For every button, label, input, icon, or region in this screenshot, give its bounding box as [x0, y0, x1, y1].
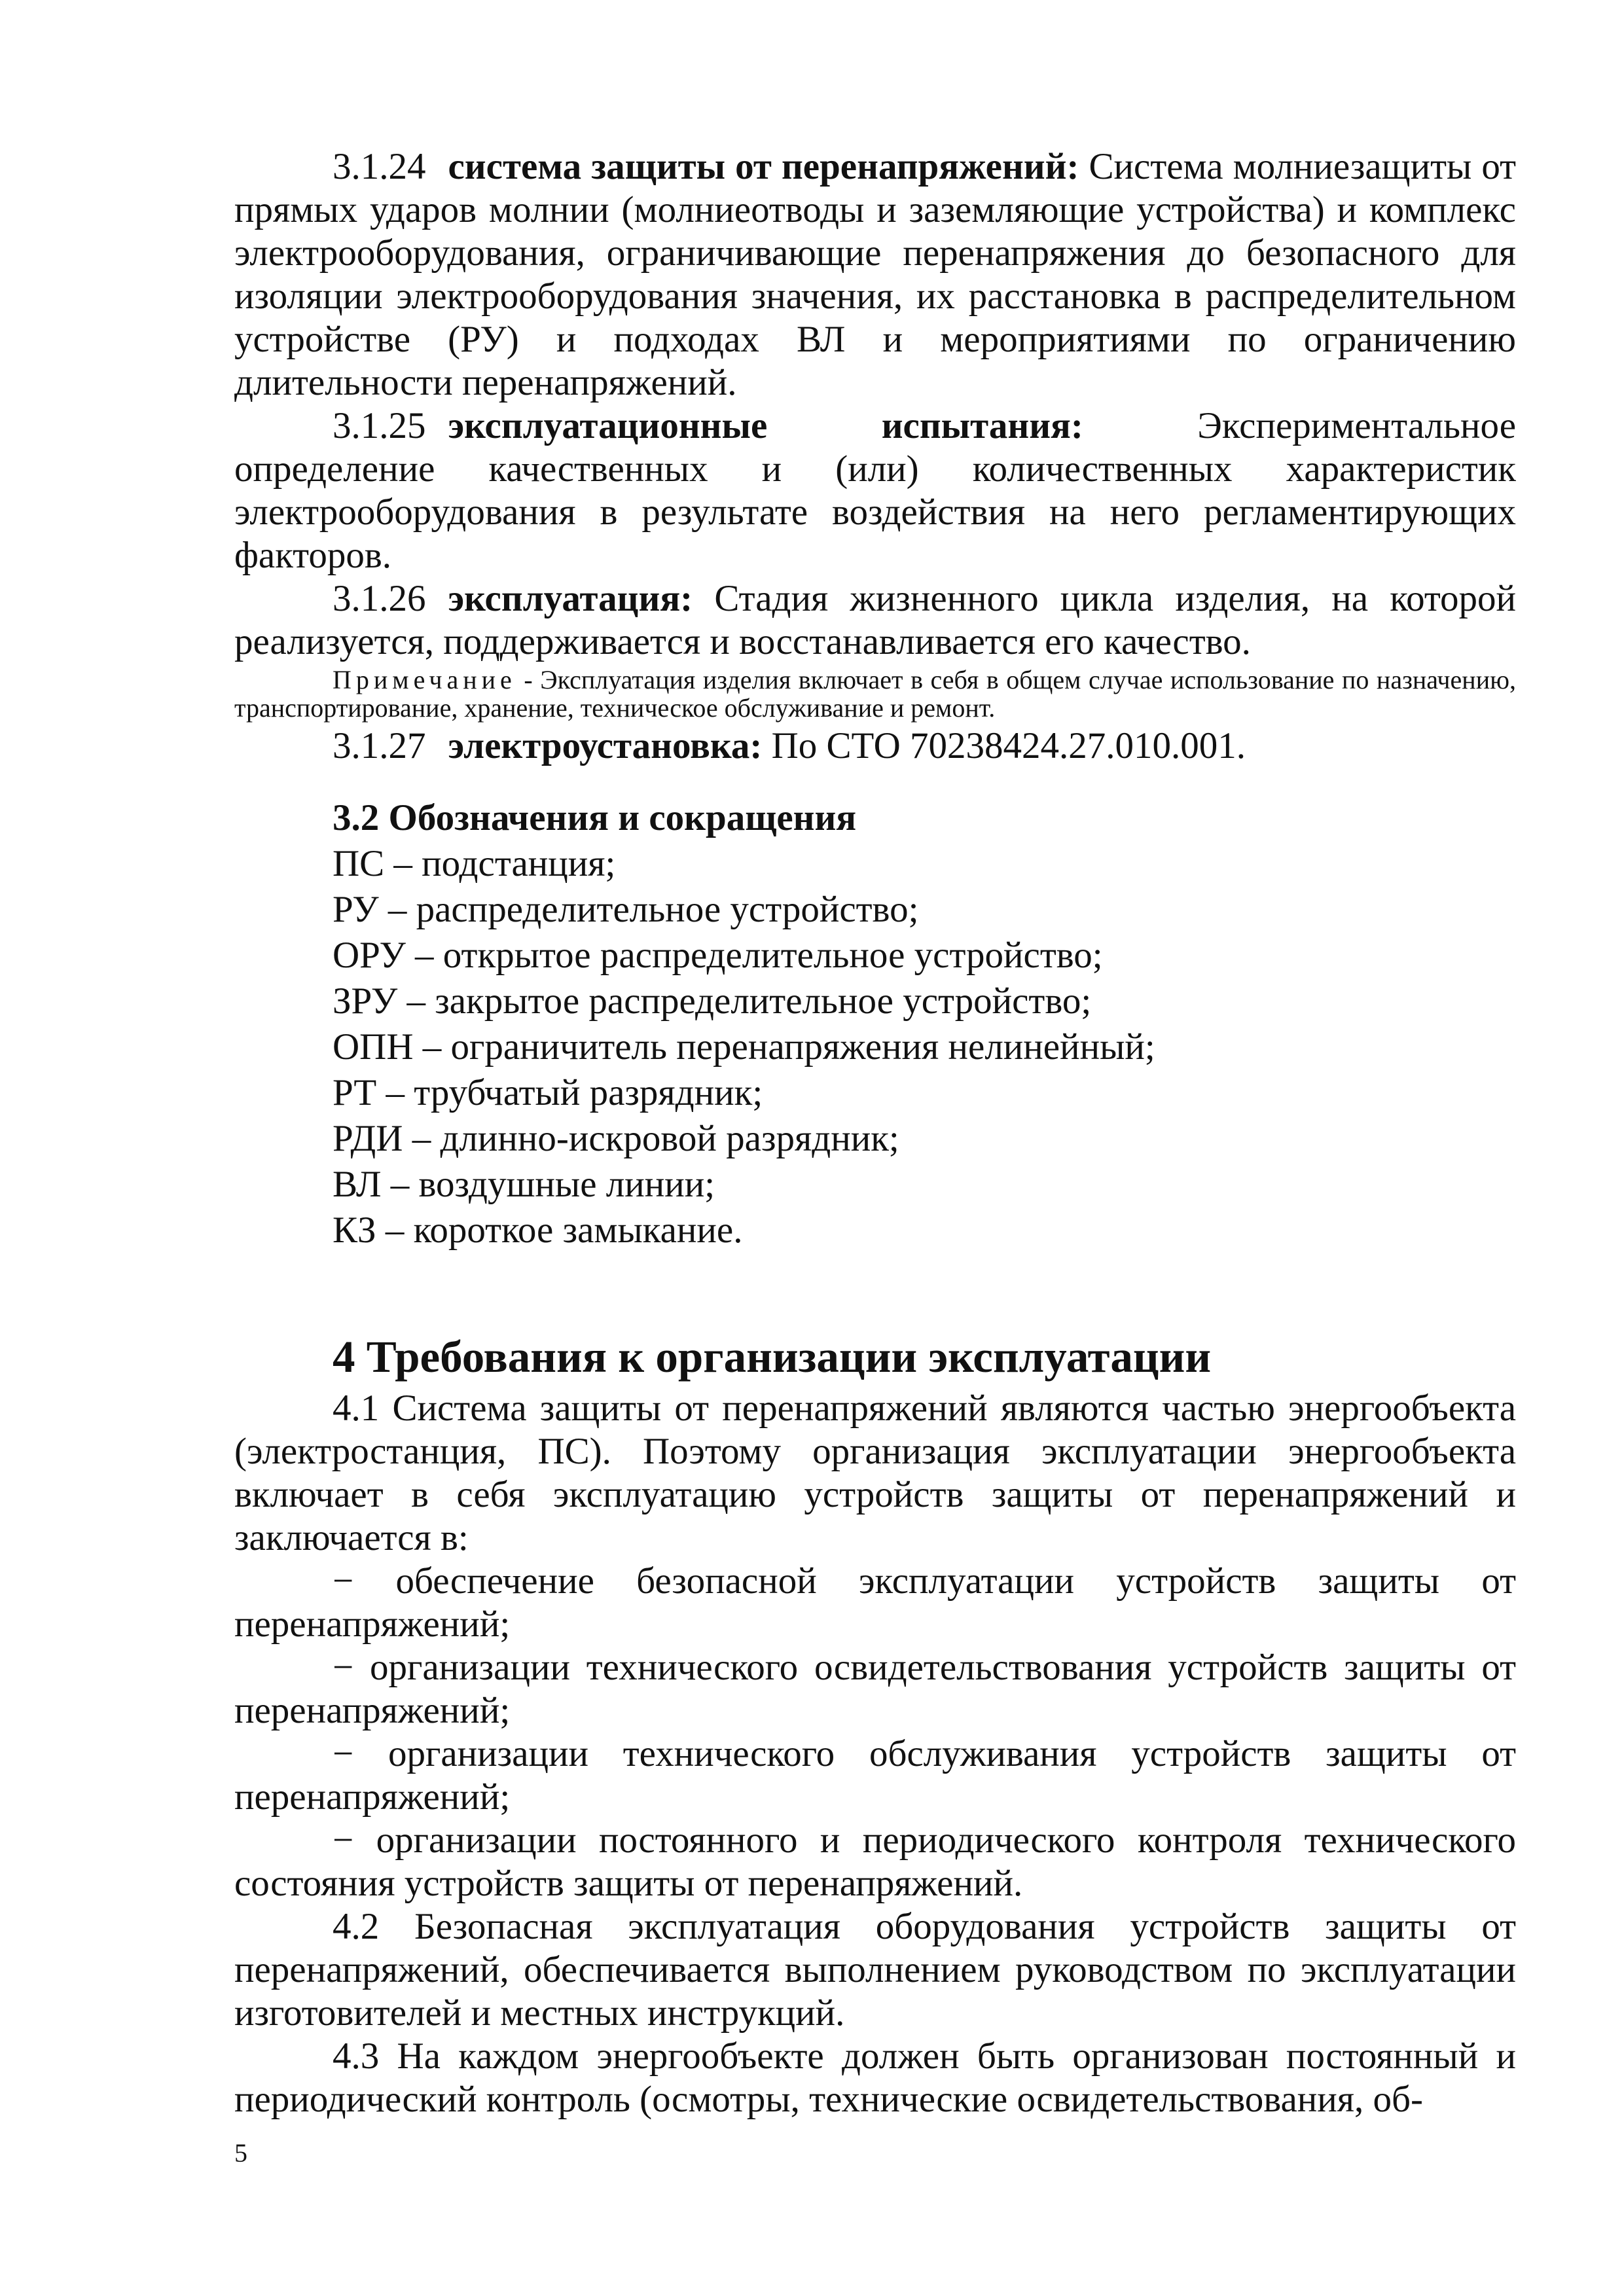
note-text: - Эксплуатация изделия включает в себя в общем случае использование по назначению, транспортирование, хранение, техническое обслуживание и ремонт. [234, 665, 1516, 723]
term-number: 3.1.24 [333, 146, 426, 187]
term-number: 3.1.25 [333, 405, 426, 446]
term-name: система защиты от перенапряжений: [448, 146, 1079, 187]
term-number: 3.1.27 [333, 725, 426, 766]
list-item: РТ – трубчатый разрядник; [333, 1072, 763, 1113]
paragraph-4-3: 4.3 На каждом энергообъекте должен быть организован постоянный и периодический контроль (осмотры, технические освидетельствования, об- [234, 2036, 1516, 2120]
note-label: Примечание [333, 665, 516, 694]
list-item: РУ – распределительное устройство; [333, 889, 919, 930]
term-3-1-25 [234, 404, 1516, 577]
list-item: ОРУ – открытое распределительное устройство; [333, 935, 1103, 976]
page-number: 5 [234, 2138, 247, 2168]
term-definition: Стадия жизненного цикла изделия, на которой реализуется, поддерживается и восстанавливается его качество. [234, 578, 1516, 662]
term-definition: Экспериментальное определение качественных и (или) количественных характеристик электрооборудования в результате воздействия на него регламентирующих факторов. [234, 405, 1516, 576]
note [234, 666, 1516, 722]
list-item-dash: − организации технического освидетельствования устройств защиты от перенапряжений; [234, 1647, 1516, 1731]
list-item-dash: − организации постоянного и периодического контроля технического состояния устройств защиты от перенапряжений. [234, 1820, 1516, 1904]
page-content [234, 145, 1516, 2121]
term-3-1-26 [234, 577, 1516, 664]
term-name: эксплуатационные испытания: [448, 405, 1083, 446]
term-definition: Система молниезащиты от прямых ударов молнии (молниеотводы и заземляющие устройства) и комплекс электрооборудования, ограничивающие перенапряжения до безопасного для изоляции электрооборудования значения, их расстановка в распределительном устройстве (РУ) и подходах ВЛ и мероприятиями по ограничению длительности перенапряжений. [234, 146, 1516, 403]
list-item: ПС – подстанция; [333, 843, 616, 884]
section-3-2-title: 3.2 Обозначения и сокращения [333, 797, 857, 838]
abbreviation-list [234, 841, 1516, 1253]
term-3-1-24 [234, 145, 1516, 404]
term-name: электроустановка: [448, 725, 763, 766]
list-item: ЗРУ – закрытое распределительное устройство; [333, 980, 1092, 1022]
term-name: эксплуатация: [448, 578, 693, 619]
term-definition: По СТО 70238424.27.010.001. [762, 725, 1246, 766]
list-item: КЗ – короткое замыкание. [333, 1210, 743, 1251]
term-3-1-27 [234, 725, 1516, 768]
list-item: ОПН – ограничитель перенапряжения нелинейный; [333, 1026, 1155, 1067]
paragraph-4-1: 4.1 Система защиты от перенапряжений являются частью энергообъекта (электростанция, ПС). Поэтому организация эксплуатации энергообъекта включает в себя эксплуатацию устройств защиты от перенапряжений и заключается в: [234, 1388, 1516, 1558]
term-number: 3.1.26 [333, 578, 426, 619]
list-item: РДИ – длинно-искровой разрядник; [333, 1118, 899, 1159]
section-4-title: 4 Требования к организации эксплуатации [333, 1332, 1212, 1382]
list-item-dash: − организации технического обслуживания устройств защиты от перенапряжений; [234, 1733, 1516, 1818]
paragraph-4-2: 4.2 Безопасная эксплуатация оборудования устройств защиты от перенапряжений, обеспечивается выполнением руководством по эксплуатации изготовителей и местных инструкций. [234, 1906, 1516, 2034]
list-item-dash: − обеспечение безопасной эксплуатации устройств защиты от перенапряжений; [234, 1560, 1516, 1645]
list-item: ВЛ – воздушные линии; [333, 1164, 715, 1205]
